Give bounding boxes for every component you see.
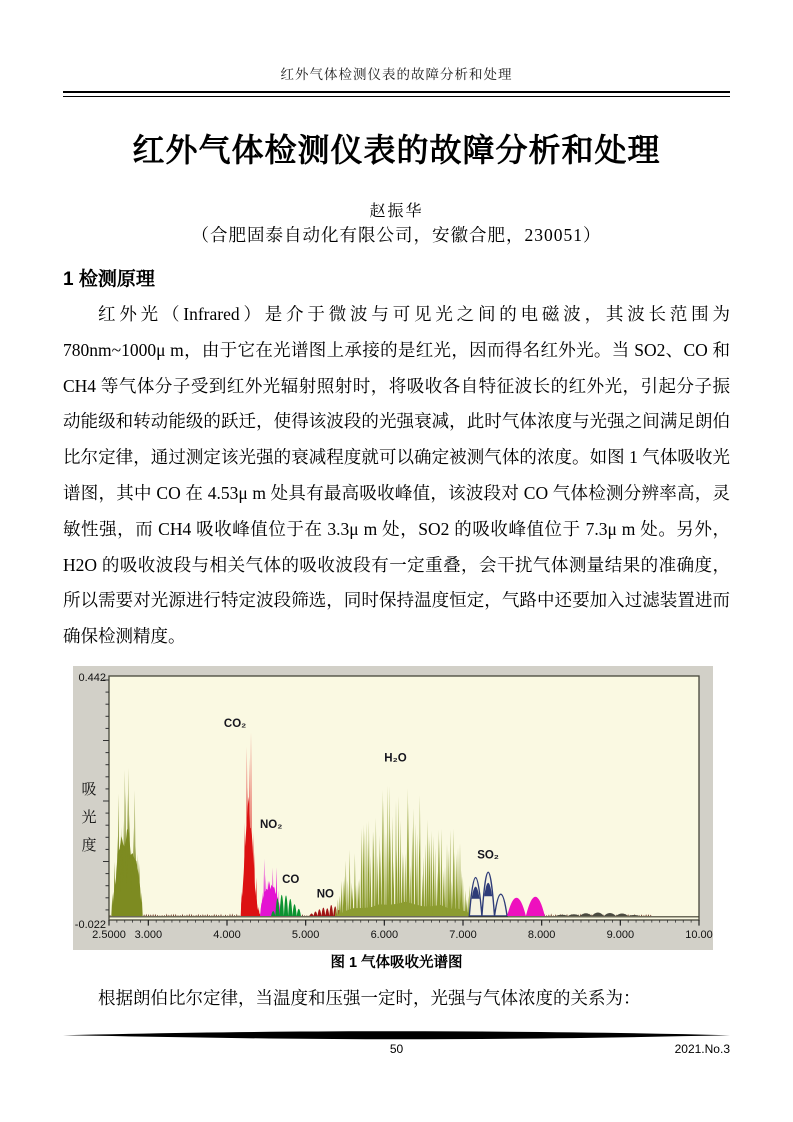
issue-label: 2021.No.3: [674, 1042, 730, 1056]
svg-text:6.000: 6.000: [370, 929, 399, 941]
header-rule-thick: [63, 91, 730, 93]
page-number: 50: [389, 1042, 404, 1056]
body-paragraph-2: 根据朗伯比尔定律，当温度和压强一定时，光强与气体浓度的关系为：: [98, 988, 641, 1008]
svg-text:吸光度: 吸光度: [81, 781, 97, 854]
absorption-spectrum-chart: [73, 666, 713, 950]
svg-text:-0.022: -0.022: [74, 919, 106, 931]
svg-text:2.5000: 2.5000: [92, 929, 126, 941]
article-title: 红外气体检测仪表的故障分析和处理: [132, 132, 661, 168]
body-paragraph-1: 红外光（Infrared）是介于微波与可见光之间的电磁波，其波长范围为 780nm~1000μ m，由于它在光谱图上承接的是红光，因而得名红外光。当 SO2、CO 和 CH4 等气体分子受到红外光辐射照射时，将吸收各自特征波长的红外光，引起分子振动能级和转动能级的跃迁，使得该波段的光强衰减，此时气体浓度与光强之间满足朗伯比尔定律，通过测定该光强的衰减程度就可以确定被测气体的浓度。如图 1 气体吸收光谱图，其中 CO 在 4.53μ m 处具有最高吸收峰值，该波段对 CO 气体检测分辨率高，灵敏性强，而 CH4 吸收峰值位于在 3.3μ m 处，SO2 的吸收峰值位于 7.3μ m 处。另外，H2O 的吸收波段与相关气体的吸收波段有一定重叠，会干扰气体测量结果的准确度，所以需要对光源进行特定波段筛选，同时保持温度恒定，气路中还要加入过滤装置进而确保检测精度。: [63, 304, 730, 647]
svg-text:10.00: 10.00: [685, 929, 713, 941]
section-heading: 1 检测原理: [63, 269, 155, 290]
svg-text:H₂O: H₂O: [384, 752, 407, 765]
figure-caption: 图 1 气体吸收光谱图: [330, 955, 463, 971]
svg-text:3.000: 3.000: [134, 929, 163, 941]
article-affiliation: （合肥固泰自动化有限公司，安徽合肥，230051）: [191, 225, 602, 245]
svg-text:9.000: 9.000: [606, 929, 635, 941]
svg-text:7.000: 7.000: [449, 929, 477, 941]
running-header-title: 红外气体检测仪表的故障分析和处理: [280, 67, 513, 82]
svg-text:5.000: 5.000: [291, 929, 320, 941]
svg-text:SO₂: SO₂: [477, 849, 499, 862]
svg-text:CO: CO: [282, 874, 300, 886]
svg-text:CO₂: CO₂: [223, 717, 247, 730]
article-author: 赵振华: [369, 203, 424, 220]
footer-tapered-rule: [63, 1031, 730, 1040]
svg-text:NO₂: NO₂: [260, 819, 283, 832]
svg-text:0.442: 0.442: [78, 672, 106, 684]
svg-text:8.000: 8.000: [527, 929, 556, 941]
figure-1: [73, 666, 713, 950]
svg-text:4.000: 4.000: [213, 929, 241, 941]
header-rule-thin: [63, 96, 730, 97]
svg-text:NO: NO: [316, 888, 334, 901]
